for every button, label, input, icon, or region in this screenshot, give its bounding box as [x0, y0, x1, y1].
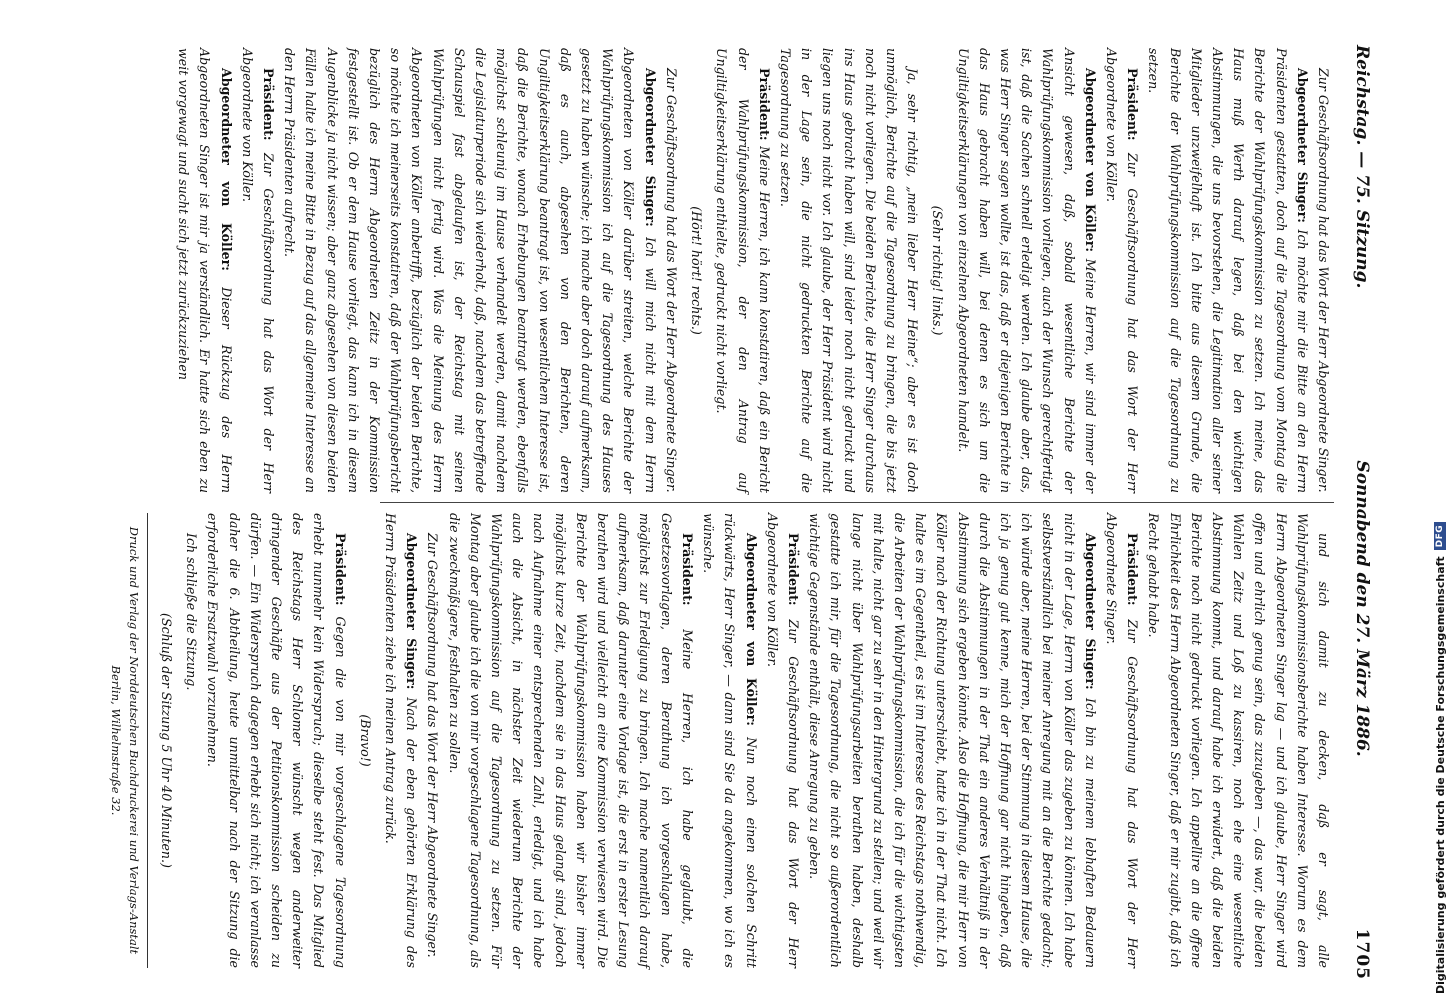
- paragraph: [181, 513, 202, 968]
- paragraph: [1101, 48, 1143, 493]
- speaker-name: Abgeordneter von Köller:: [218, 68, 234, 271]
- digitization-stamp: [1400, 0, 1447, 1000]
- paragraph-text: Dieser Rückzug des Herrn Abgeordneten Singer ist mir ja verständlich. Er hatte sich eben zu weit vorgewagt und sucht sich jetzt zurückzuziehen: [176, 48, 234, 493]
- speaker-name: Abgeordneter Singer:: [1082, 533, 1098, 690]
- speaker-name: Präsident:: [261, 68, 277, 141]
- paragraph: [661, 48, 682, 493]
- paragraph-text: Gegen die von mir vorgeschlagene Tagesordnung erhebt nunmehr kein Widerspruch; dieselbe steht fest. Das Mitglied des Reichstags Herr Schlomer wünscht wegen anderweiter dringender Geschäfte aus der Petitionskommission scheiden zu dürfen. — Ein Widerspruch dagegen erhebt sich nicht; ich veranlasse daher die 6. Abtheilung, heute unmittelbar nach der Sitzung die erforderliche Ersatzwahl vorzunehmen.: [205, 513, 348, 968]
- speaker-name: Abgeordneter Singer:: [404, 533, 420, 690]
- interjection: (Bravo!): [357, 714, 373, 767]
- paragraph-text: Ich bin zu meinem lebhaften Bedauern nicht in der Lage, Herrn von Köller das zugeben zu können. Ich habe selbstverständlich bei meiner Anregung mit an die Berichte gedacht; ich würde aber, meine Herren, bei der Stimmung in diesem Hause, die ich ja genug gut kenne, mich der Hoffnung gar nicht hingeben, daß durch die Abstimmungen in der That ein anderes Verhältniß in der Abstimmung sich ergeben könnte. Also die Hoffnung, die mir Herr von Köller nach der Richtung unterschiebt, hatte ich in der That nicht. Ich halte es im Gegentheil, es ist im Interesse des Reichstags nothwendig, die Arbeiten der Wahlprüfungskommission, die ich für die wichtigsten mit halte, nicht gar zu sehr in den Hintergrund zu stellen; und weil wir lange nicht über Wahlprüfungsarbeiten berathen haben, deshalb gestatte ich mir, für die Tagesordnung, die nicht so außerordentlich wichtige Gegenstände enthält, diese Anregung zu geben.: [807, 513, 1098, 968]
- printer-imprint: Berlin, Wilhelmstraße 32.: [108, 665, 123, 816]
- speaker-name: Präsident:: [1125, 533, 1141, 606]
- paragraph-text: Zur Geschäftsordnung hat das Wort der Herr Abgeordnete Singer.: [1316, 68, 1331, 493]
- header-session: Reichstag. — 75. Sitzung.: [1352, 45, 1372, 289]
- speaker-name: Präsident:: [756, 68, 772, 141]
- paragraph: [698, 513, 762, 968]
- interjection: (Schluß der Sitzung 5 Uhr 40 Minuten.): [159, 613, 175, 868]
- paragraph: [380, 513, 422, 968]
- paragraph-text: Nun noch einen solchen Schritt rückwärts, Herr Singer, — dann sind Sie da angekommen, wo ich es wünsche.: [701, 513, 759, 968]
- paragraph: [952, 48, 1100, 493]
- paragraph-text: Meine Herren, ich kann konstatiren, daß ein Bericht der Wahlprüfungskommission, der den Antrag auf Ungiltigkeitserklärung enthielte, gedruckt nicht vorliegt.: [714, 48, 772, 493]
- paragraph-text: Ja, sehr richtig, „mein lieber Herr Heine“; aber es ist doch unmöglich, Berichte auf die Tagesordnung zu bringen, die bis jetzt noch nicht vorliegen. Die beiden Berichte, die Herr Singer durchaus ins Haus gebracht haben will, sind leider noch nicht gedruckt und liegen uns noch nicht vor. Ich glaube, der Herr Präsident wird nicht in der Lage sein, die nicht gedruckten Berichte auf die Tagesordnung zu setzen.: [777, 48, 921, 493]
- paragraph: [202, 513, 350, 968]
- paragraph: [711, 48, 775, 493]
- paragraph: [279, 48, 661, 493]
- paragraph-text: Zur Geschäftsordnung hat das Wort der Herr Abgeordnete von Köller.: [764, 513, 801, 968]
- paragraph-text: Nach der eben gehörten Erklärung des Herrn Präsidenten ziehe ich meinen Antrag zurück.: [383, 513, 420, 968]
- paragraph: [237, 48, 279, 493]
- paragraph: [762, 513, 804, 968]
- speaker-name: Abgeordneter von Köller:: [743, 533, 759, 726]
- page-number: 1705: [1352, 928, 1372, 980]
- page-header: [1342, 45, 1382, 980]
- dfg-logo: DFG: [1434, 522, 1446, 551]
- paragraph-text: und sich damit zu decken, daß er sagt, alle Wahlprüfungskommissionsberichte haben Interesse. Worum es dem Herrn Abgeordneten Singer lag — und ich glaube, Herr Singer wird offen und ehrlich genug sein, das zuzugeben —, das war, die beiden Wahlen Zeitz und Loß zu kassiren, noch ehe eine wesentliche Abstimmung kommt, und darauf habe ich erwidert, daß die beiden Berichte noch nicht gedruckt vorliegen. Ich appellire an die offene Ehrlichkeit des Herrn Abgeordneten Singer, daß er mir zugibt, daß ich Recht gehabt habe.: [1146, 513, 1331, 968]
- paragraph: [1313, 48, 1334, 493]
- paragraph-text: Zur Geschäftsordnung hat das Wort der Herr Abgeordnete von Köller.: [239, 48, 277, 493]
- imprint-rule: [147, 513, 148, 968]
- printer-imprint: Druck und Verlag der Norddeutschen Buchdruckerei und Verlags-Anstalt: [126, 526, 141, 955]
- column-divider: [380, 502, 1334, 503]
- paragraph-text: Ich will mich nicht mit dem Herrn Abgeordneten von Köller darüber streiten, welche Berichte der Wahlprüfungskommission ich auf die Tagesordnung des Hauses gesetzt zu haben wünsche; ich mache aber doch darauf aufmerksam, daß es auch, abgesehen von den Berichten, deren Ungiltigkeitserklärung beantragt ist, von wesentlichem Interesse ist, daß die Berichte, wonach Erhebungen beantragt werden, ebenfalls möglichst schleunig im Hause verhandelt werden, damit nachdem die Legislaturperiode sich wiederholt, daß, nachdem das betreffende Schauspiel fast abgelaufen ist, der Reichstag mit seinen Wahlprüfungen nicht fertig wird. Was die Meinung des Herrn Abgeordneten von Köller anbetrifft, bezüglich der beiden Berichte, so möchte ich meinerseits konstatiren, daß der Wahlprüfungsbericht bezüglich des Herrn Abgeordneten Zeitz in der Kommission festgestellt ist. Ob er dem Hause vorliegt, das kann ich in diesem Augenblicke ja nicht wissen; aber ganz abgesehen von diesen beiden Fällen halte ich meine Bitte in Bezug auf das allgemeine Interesse an den Herrn Präsidenten aufrecht.: [282, 48, 658, 493]
- speaker-name: Präsident:: [1125, 68, 1141, 141]
- paragraph-text: Ich möchte mir die Bitte an den Herrn Präsidenten gestatten, doch auf die Tagesordnung vom Montag die Berichte der Wahlprüfungskommission zu setzen. Ich meine, das Haus muß Werth darauf legen, daß bei den wichtigen Abstimmungen, die uns bevorstehen, die Legitimation aller seiner Mitglieder unzweifelhaft ist. Ich bitte aus diesem Grunde, die Berichte der Wahlprüfungskommission auf die Tagesordnung zu setzen.: [1146, 48, 1310, 493]
- paragraph-text: Zur Geschäftsordnung hat das Wort der Herr Abgeordnete von Köller.: [1103, 48, 1141, 493]
- speaker-name: Präsident:: [785, 533, 801, 606]
- paragraph: [775, 48, 923, 493]
- interjection: (Hört! hört! rechts.): [689, 206, 705, 335]
- text-column-left: [28, 48, 1334, 493]
- interjection: (Sehr richtig! links.): [930, 205, 946, 336]
- stamp-text: Digitalisierung gefördert durch die Deutsche Forschungsgemeinschaft: [1433, 556, 1447, 994]
- speaker-name: Präsident:: [679, 533, 695, 606]
- speaker-name: Abgeordneter von Köller:: [1082, 68, 1098, 252]
- speaker-name: Abgeordneter Singer:: [1294, 68, 1310, 223]
- speaker-name: Abgeordneter Singer:: [642, 68, 658, 227]
- paragraph-text: Meine Herren, wir sind immer der Ansicht gewesen, daß, sobald wesentliche Berichte der Wahlprüfungskommission vorliegen, auch der Wunsch gerechtfertigt ist, daß die Sachen schnell erledigt werden. Ich glaube aber, das, was Herr Singer sagen wollte, ist das, daß er diejenigen Berichte in das Haus gebracht haben will, bei denen es sich um die Ungiltigkeitserklärungen von einzelnen Abgeordneten handelt.: [955, 48, 1098, 493]
- paragraph: [1143, 48, 1313, 493]
- paragraph: [1101, 513, 1143, 968]
- paragraph: [804, 513, 1101, 968]
- paragraph-text: Ich schließe die Sitzung.: [184, 533, 200, 691]
- paragraph: [443, 513, 697, 968]
- speaker-name: Präsident:: [332, 533, 348, 606]
- header-date: Sonnabend den 27. März 1886.: [1352, 460, 1372, 757]
- paragraph: [173, 48, 237, 493]
- paragraph-text: Meine Herren, ich habe geglaubt, die Gesetzesvorlagen, deren Berathung ich vorgeschlagen habe, möglichst zur Erledigung zu bringen. Ich mache namentlich darauf aufmerksam, daß darunter eine Vorlage ist, die erst in erster Lesung berathen wird und vielleicht an eine Kommission verwiesen wird. Die Berichte der Wahlprüfungskommission haben wir bisher immer möglichst kurze Zeit, nachdem sie in das Haus gelangt sind, jedoch nach Aufnahme einer entsprechenden Zahl, erledigt, und ich habe auch die Absicht, in nächster Zeit wiederum Berichte der Wahlprüfungskommission auf die Tagesordnung zu setzen. Für Montag aber glaube ich die von mir vorgeschlagene Tagesordnung, als die zweckmäßigere, festhalten zu sollen.: [446, 513, 695, 968]
- paragraph-text: Zur Geschäftsordnung hat das Wort der Herr Abgeordnete Singer.: [1103, 513, 1141, 968]
- paragraph: [1143, 513, 1334, 968]
- text-column-right: [28, 513, 1334, 968]
- paragraph-text: Zur Geschäftsordnung hat das Wort der Herr Abgeordnete Singer.: [425, 533, 441, 958]
- paragraph-text: Zur Geschäftsordnung hat das Wort der Herr Abgeordnete Singer.: [663, 68, 679, 493]
- paragraph: [422, 513, 443, 968]
